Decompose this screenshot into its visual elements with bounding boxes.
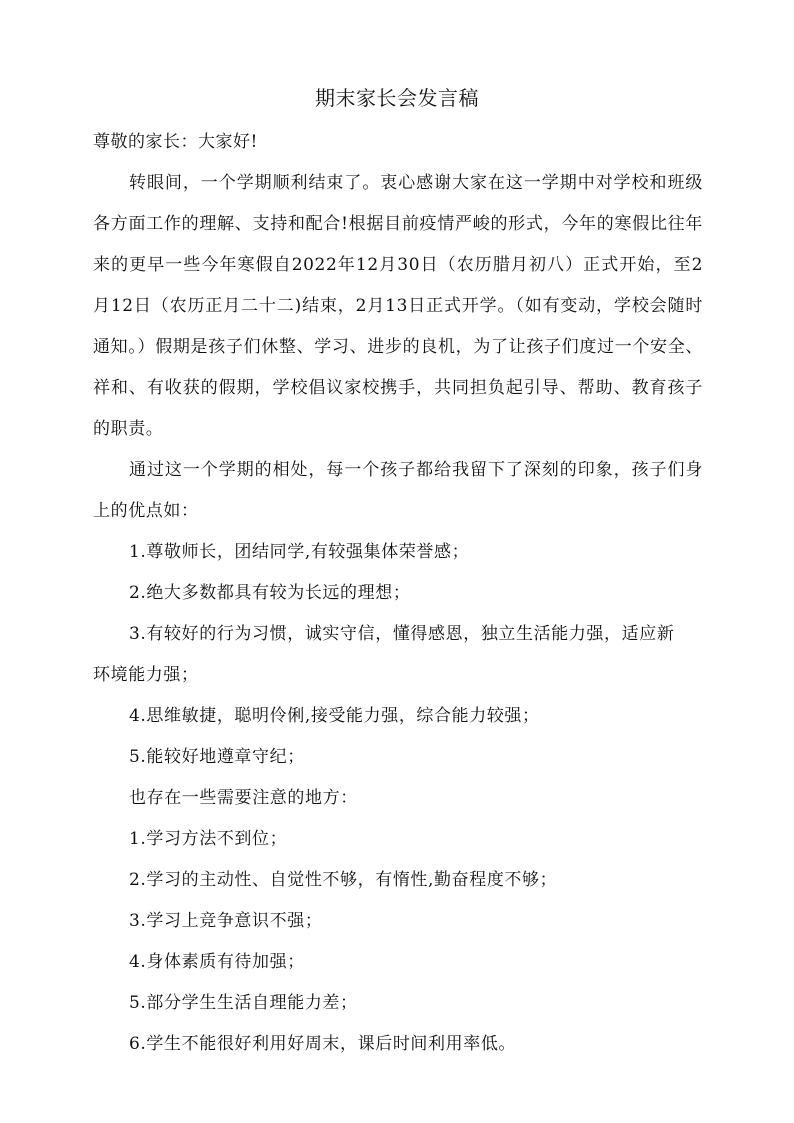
weakness-item-1: 1.学习方法不到位； bbox=[129, 829, 288, 849]
strength-item-4: 4.思维敏捷，聪明伶俐,接受能力强，综合能力较强； bbox=[129, 706, 540, 726]
weakness-item-3: 3.学习上竞争意识不强； bbox=[129, 911, 323, 931]
weakness-item-2: 2.学习的主动性、自觉性不够，有惰性,勤奋程度不够； bbox=[129, 870, 558, 890]
strength-item-3-continued: 环境能力强； bbox=[93, 665, 199, 685]
strength-item-1: 1.尊敬师长，团结同学,有较强集体荣誉感； bbox=[129, 542, 470, 562]
paragraph-intro: 转眼间，一个学期顺利结束了。衷心感谢大家在这一学期中对学校和班级各方面工作的理解、支持和配合!根据目前疫情严峻的形式，今年的寒假比往年来的更早一些今年寒假自2022年12月30日（农历腊月初八）正式开始，至2月12日（农历正月二十二)结束，2月13日正式开学。（如有变动，学校会随时通知。）假期是孩子们休整、学习、进步的良机，为了让孩子们度过一个安全、祥和、有收获的假期，学校倡议家校携手，共同担负起引导、帮助、教育孩子的职责。 bbox=[93, 173, 703, 439]
strength-item-3: 3.有较好的行为习惯，诚实守信，懂得感恩，独立生活能力强，适应新 bbox=[129, 624, 675, 644]
strength-item-5: 5.能较好地遵章守纪； bbox=[129, 747, 305, 767]
page-title: 期末家长会发言稿 bbox=[315, 86, 479, 110]
strength-item-2: 2.绝大多数都具有较为长远的理想； bbox=[129, 583, 411, 603]
salutation: 尊敬的家长：大家好! bbox=[93, 132, 258, 152]
weakness-item-4: 4.身体素质有待加强； bbox=[129, 952, 305, 972]
weakness-item-5: 5.部分学生生活自理能力差； bbox=[129, 993, 358, 1013]
paragraph-strengths-intro: 通过这一个学期的相处，每一个孩子都给我留下了深刻的印象，孩子们身上的优点如： bbox=[93, 460, 703, 521]
weakness-intro: 也存在一些需要注意的地方： bbox=[129, 788, 358, 808]
weakness-item-6: 6.学生不能很好利用好周末，课后时间利用率低。 bbox=[129, 1034, 517, 1054]
